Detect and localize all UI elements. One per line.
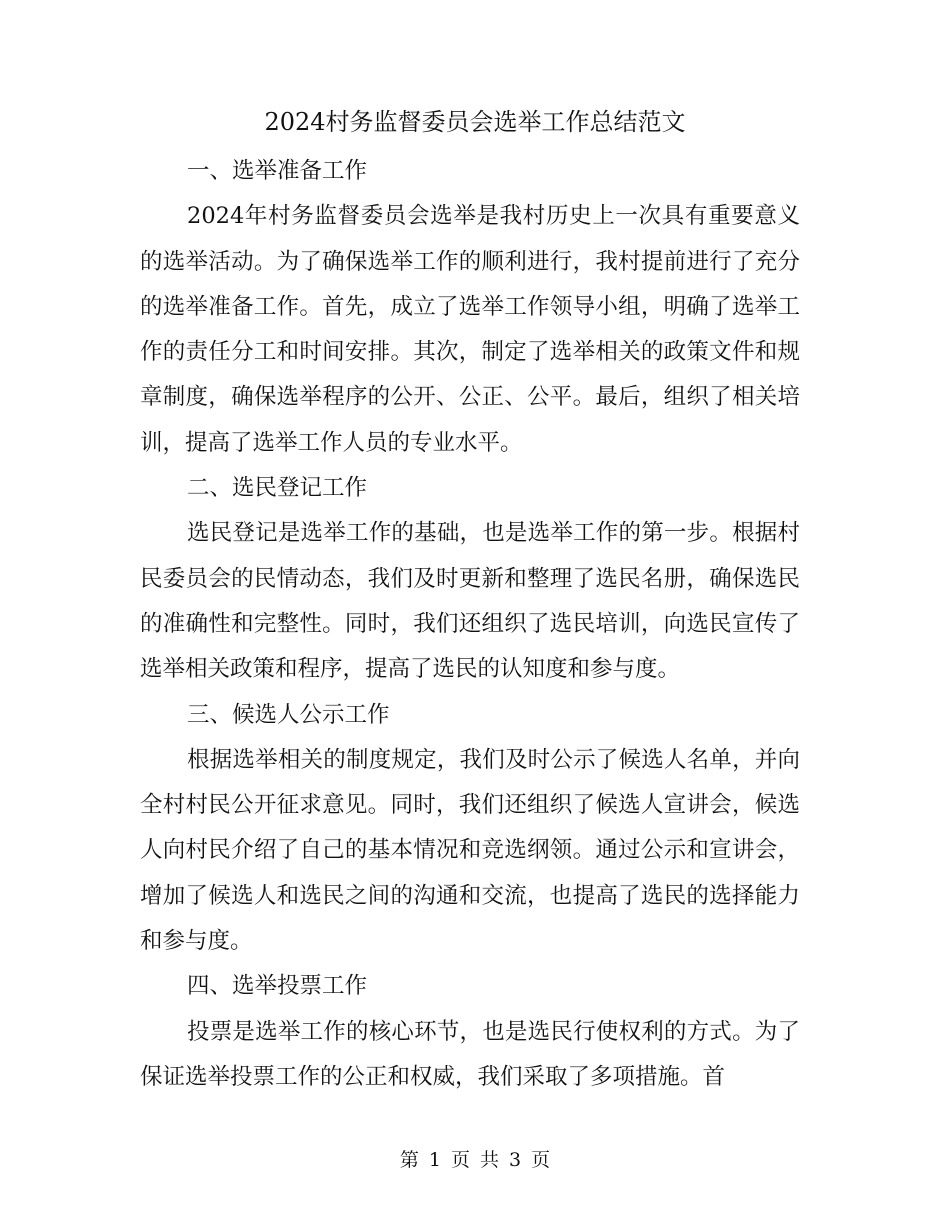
section-paragraph-2: 选民登记是选举工作的基础，也是选举工作的第一步。根据村民委员会的民情动态，我们及时更新和整理了选民名册，确保选民的准确性和完整性。同时，我们还组织了选民培训，向选民宣传了选举相关政策和程序，提高了选民的认知度和参与度。 — [140, 520, 800, 683]
section-heading-4: 四、选举投票工作 — [187, 973, 368, 1000]
document-body — [140, 149, 800, 1100]
section-heading-2: 二、选民登记工作 — [187, 475, 368, 502]
section-paragraph-1: 2024年村务监督委员会选举是我村历史上一次具有重要意义的选举活动。为了确保选举工作的顺利进行，我村提前进行了充分的选举准备工作。首先，成立了选举工作领导小组，明确了选举工作的责任分工和时间安排。其次，制定了选举相关的政策文件和规章制度，确保选举程序的公开、公正、公平。最后，组织了相关培训，提高了选举工作人员的专业水平。 — [140, 203, 800, 456]
page-footer: 第 1 页 共 3 页 — [399, 1149, 551, 1171]
document-title: 2024村务监督委员会选举工作总结范文 — [264, 108, 686, 136]
section-paragraph-3: 根据选举相关的制度规定，我们及时公示了候选人名单，并向全村村民公开征求意见。同时，我们还组织了候选人宣讲会，候选人向村民介绍了自己的基本情况和竞选纲领。通过公示和宣讲会，增加了候选人和选民之间的沟通和交流，也提高了选民的选择能力和参与度。 — [140, 746, 800, 955]
section-paragraph-4: 投票是选举工作的核心环节，也是选民行使权利的方式。为了保证选举投票工作的公正和权威，我们采取了多项措施。首 — [140, 1018, 800, 1090]
section-heading-1: 一、选举准备工作 — [187, 158, 368, 184]
section-heading-3: 三、候选人公示工作 — [187, 701, 390, 728]
